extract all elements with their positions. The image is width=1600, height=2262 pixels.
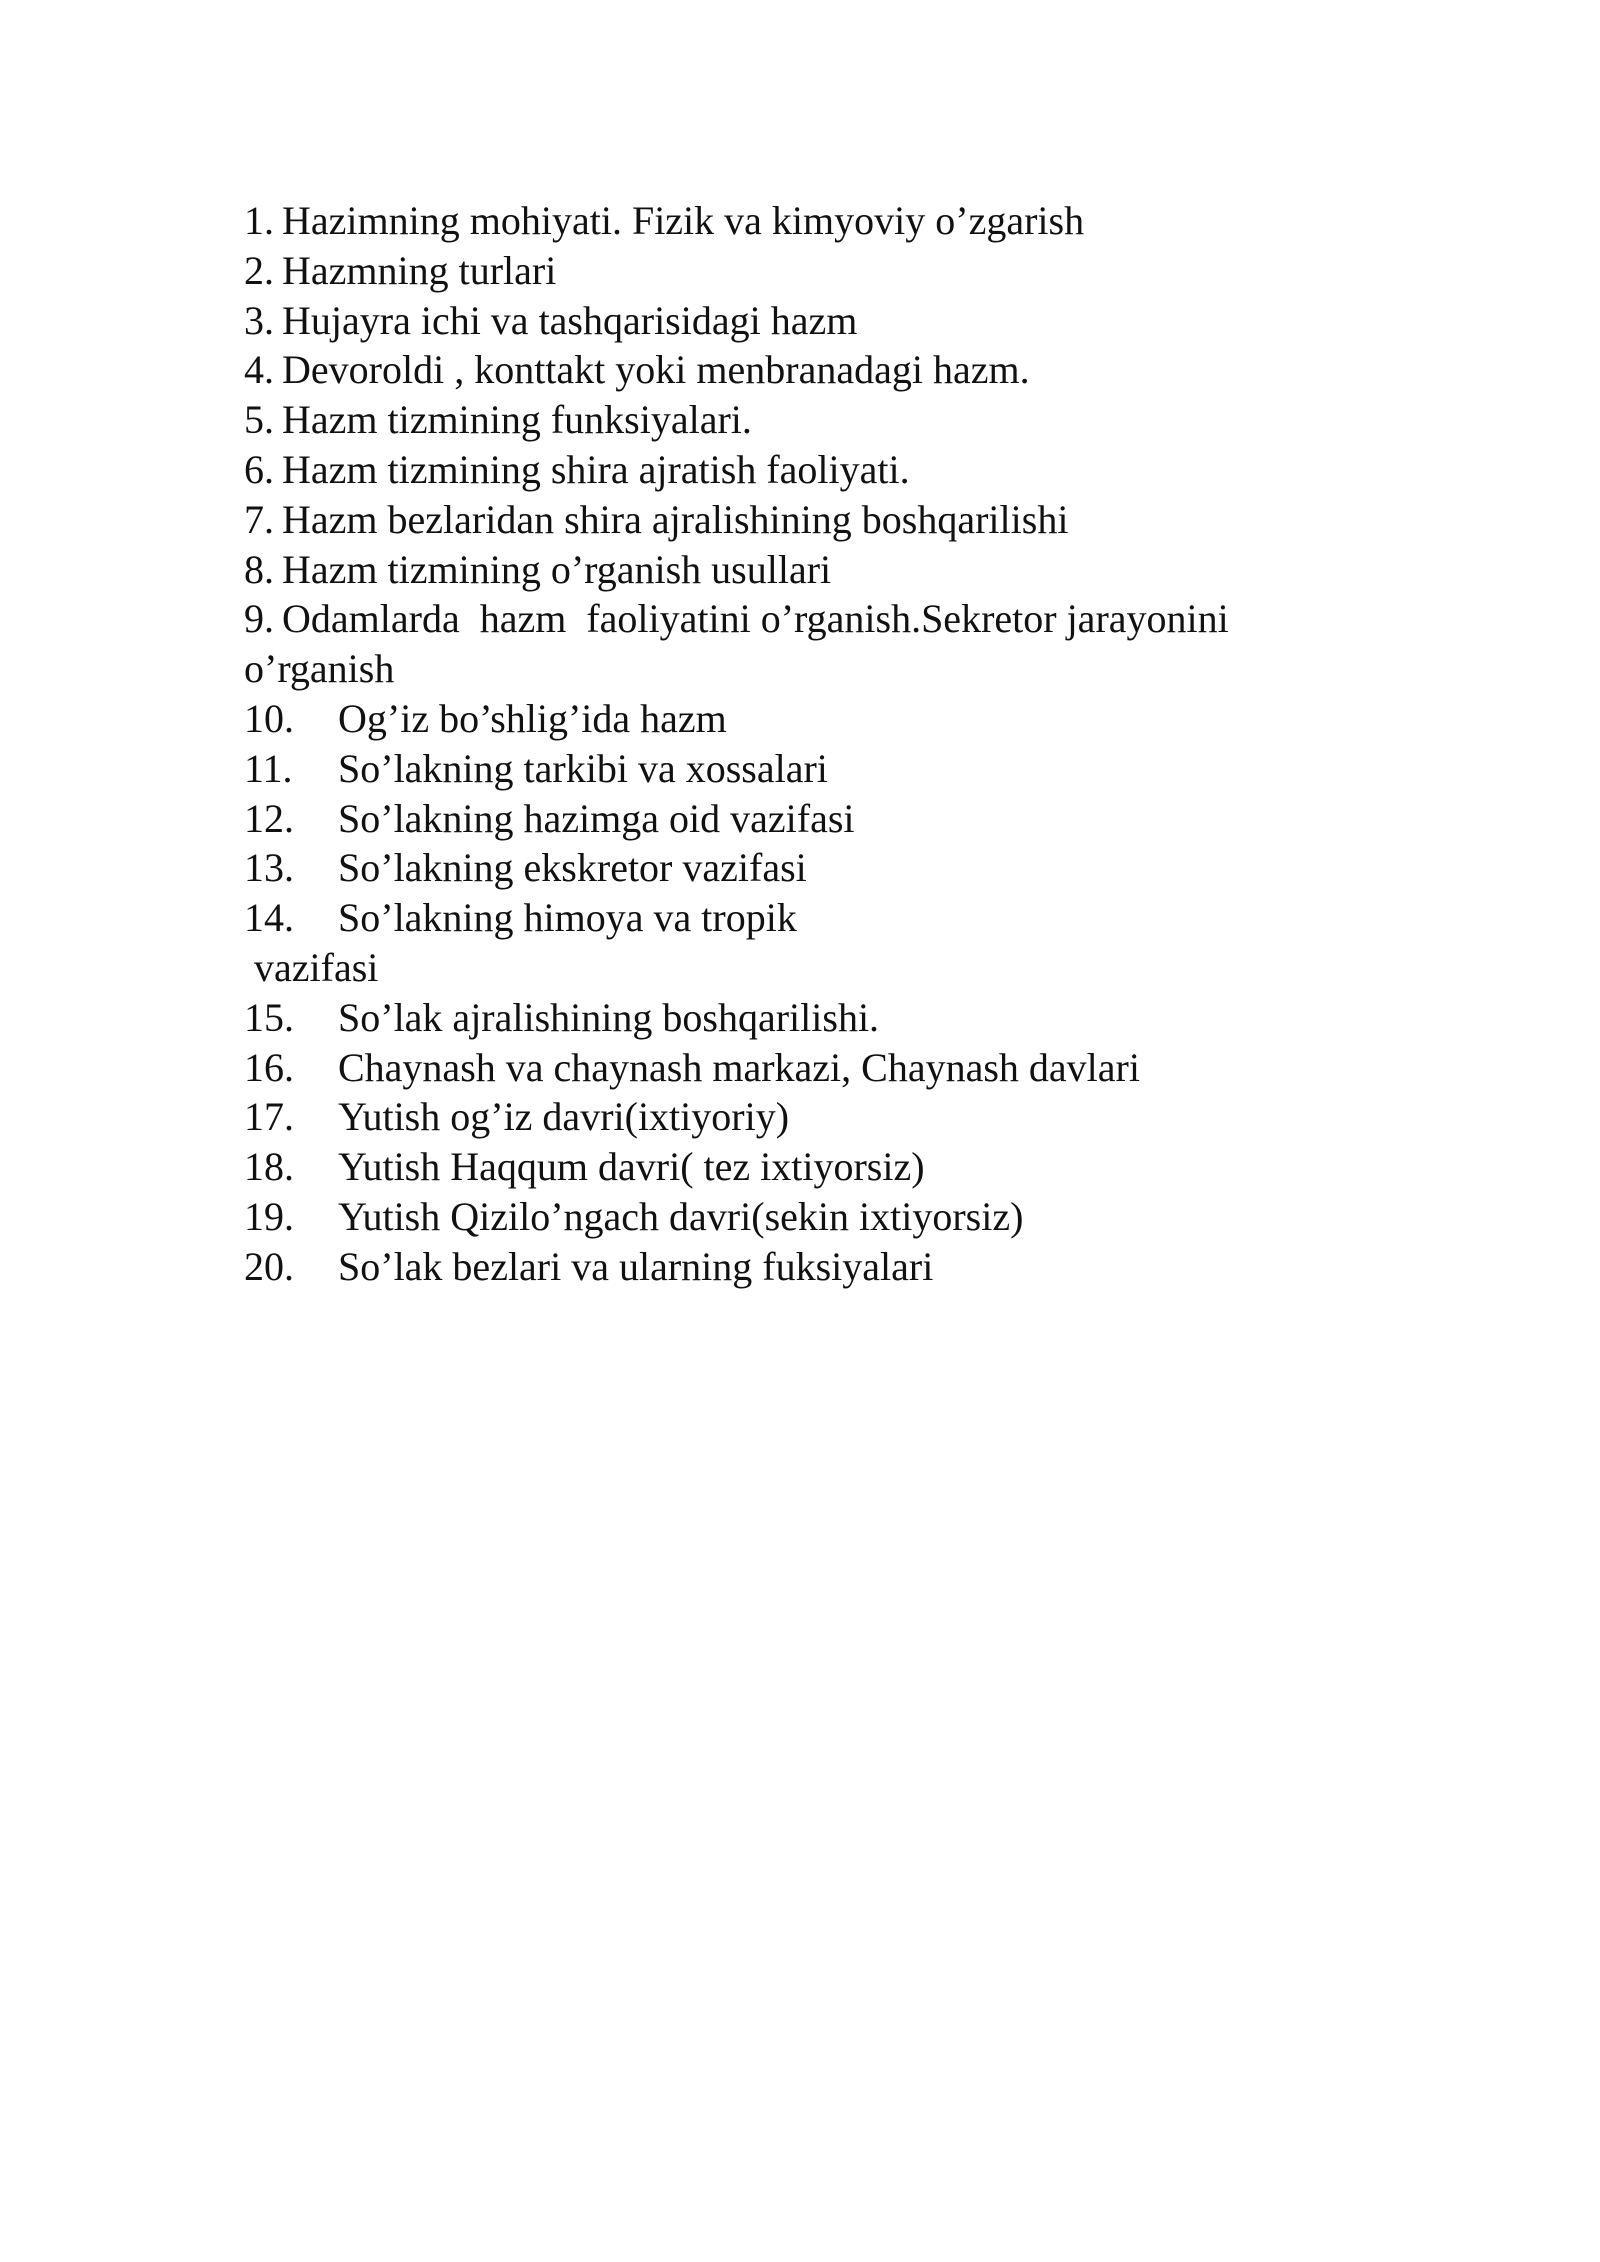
item-text: Chaynash va chaynash markazi, Chaynash davlari	[338, 1044, 1140, 1090]
item-text: So’lakning tarkibi va xossalari	[338, 745, 828, 791]
item-number: 4.	[244, 347, 274, 393]
list-item-10	[244, 694, 1404, 744]
item-number: 8.	[244, 546, 274, 592]
topic-list	[244, 196, 1404, 1292]
item-number: 12.	[244, 795, 294, 841]
item-number: 7.	[244, 496, 274, 542]
list-item-4	[244, 345, 1404, 395]
list-item-7	[244, 495, 1404, 545]
item-number: 9.	[244, 596, 274, 642]
list-item-19	[244, 1192, 1404, 1242]
item-text: Hazm tizmining shira ajratish faoliyati.	[282, 446, 910, 492]
item-number: 16.	[244, 1044, 294, 1090]
list-item-16	[244, 1043, 1404, 1093]
item-text: So’lakning ekskretor vazifasi	[338, 845, 807, 891]
list-item-2	[244, 246, 1404, 296]
item-text: So’lakning hazimga oid vazifasi	[338, 795, 855, 841]
list-item-18	[244, 1142, 1404, 1192]
list-item-1	[244, 196, 1404, 246]
list-item-14	[244, 893, 1404, 943]
list-item-15	[244, 993, 1404, 1043]
item-number: 17.	[244, 1094, 294, 1140]
item-text: Hazm tizmining funksiyalari.	[282, 397, 752, 443]
item-text: Hazm tizmining o’rganish usullari	[282, 546, 832, 592]
item-text: So’lak bezlari va ularning fuksiyalari	[338, 1243, 934, 1289]
list-item-6	[244, 445, 1404, 495]
item-text: Yutish Haqqum davri( tez ixtiyorsiz)	[338, 1144, 925, 1190]
item-text: Yutish og’iz davri(ixtiyoriy)	[338, 1094, 790, 1140]
item-number: 2.	[244, 247, 274, 293]
list-item-13	[244, 843, 1404, 893]
list-item-9-continuation: o’rganish	[244, 646, 395, 692]
item-text: Og’iz bo’shlig’ida hazm	[338, 695, 727, 741]
item-text: So’lak ajralishining boshqarilishi.	[338, 994, 880, 1040]
list-item-20	[244, 1242, 1404, 1292]
item-text: Hazm bezlaridan shira ajralishining boshqarilishi	[282, 496, 1069, 542]
item-number: 20.	[244, 1243, 294, 1289]
list-item-14-continuation: vazifasi	[254, 944, 379, 990]
item-number: 10.	[244, 695, 294, 741]
item-text: Devoroldi , konttakt yoki menbranadagi hazm.	[282, 347, 1030, 393]
item-number: 13.	[244, 845, 294, 891]
item-number: 1.	[244, 198, 274, 243]
list-item-17	[244, 1092, 1404, 1142]
item-text: Yutish Qizilo’ngach davri(sekin ixtiyorsiz)	[338, 1193, 1024, 1239]
item-number: 5.	[244, 397, 274, 443]
item-number: 3.	[244, 297, 274, 343]
item-number: 14.	[244, 895, 294, 941]
item-text: Hazimning mohiyati. Fizik va kimyoviy o’zgarish	[282, 198, 1085, 243]
item-text: Hazmning turlari	[282, 247, 557, 293]
item-text: Odamlarda hazm faoliyatini o’rganish.Sekretor jarayonini	[282, 596, 1229, 642]
list-item-3	[244, 296, 1404, 346]
item-text: Hujayra ichi va tashqarisidagi hazm	[282, 297, 858, 343]
list-item-9	[244, 594, 1404, 644]
list-item-8	[244, 545, 1404, 595]
list-item-11	[244, 744, 1404, 794]
item-number: 15.	[244, 994, 294, 1040]
item-number: 18.	[244, 1144, 294, 1190]
list-item-12	[244, 794, 1404, 844]
item-number: 11.	[244, 745, 293, 791]
item-number: 19.	[244, 1193, 294, 1239]
item-text: So’lakning himoya va tropik	[338, 895, 797, 941]
item-number: 6.	[244, 446, 274, 492]
list-item-5	[244, 395, 1404, 445]
